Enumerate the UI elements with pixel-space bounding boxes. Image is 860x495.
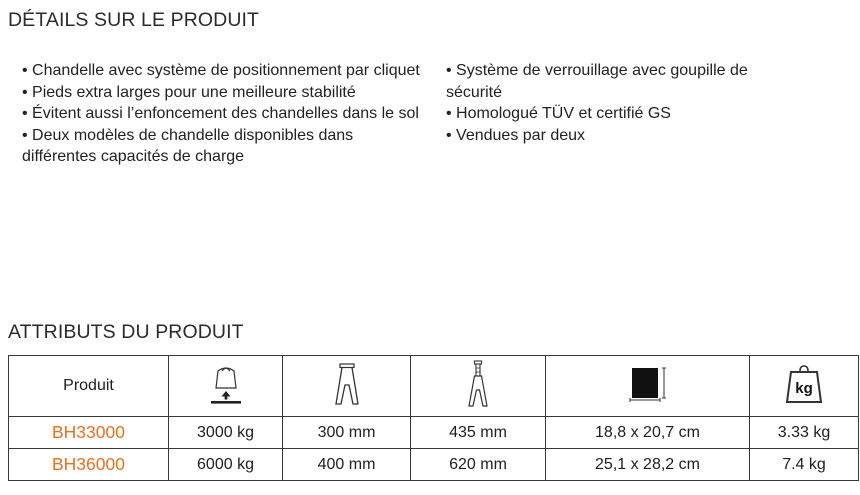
header-base-size [546, 356, 750, 417]
table-header-row [9, 356, 859, 417]
table-row [9, 449, 859, 481]
load-capacity-icon [206, 362, 246, 411]
base-size-cell: 18,8 x 20,7 cm [546, 417, 750, 449]
header-max-height [411, 356, 546, 417]
list-item: • Chandelle avec système de positionnement par cliquet [22, 60, 422, 82]
table-row [9, 417, 859, 449]
max-height-cell: 620 mm [411, 449, 546, 481]
weight-cell: 3.33 kg [750, 417, 859, 449]
list-item: • Pieds extra larges pour une meilleure stabilité [22, 82, 422, 104]
header-min-height [283, 356, 411, 417]
weight-cell: 7.4 kg [750, 449, 859, 481]
base-size-icon [623, 364, 673, 409]
header-weight [750, 356, 859, 417]
capacity-cell: 6000 kg [169, 449, 283, 481]
details-left-list [22, 60, 422, 168]
list-item: • Évitent aussi l’enfoncement des chandelles dans le sol [22, 103, 422, 125]
max-height-icon [466, 360, 490, 413]
max-height-cell: 435 mm [411, 417, 546, 449]
capacity-cell: 3000 kg [169, 417, 283, 449]
min-height-cell: 400 mm [283, 449, 411, 481]
details-heading: DÉTAILS SUR LE PRODUIT [8, 9, 260, 31]
min-height-icon [332, 361, 362, 412]
list-item: • Vendues par deux [446, 125, 796, 147]
list-item: • Système de verrouillage avec goupille de sécurité [446, 60, 796, 103]
product-ref: BH36000 [9, 449, 169, 481]
product-ref: BH33000 [9, 417, 169, 449]
list-item: • Homologué TÜV et certifié GS [446, 103, 796, 125]
attributes-table [8, 355, 859, 481]
min-height-cell: 300 mm [283, 417, 411, 449]
header-produit: Produit [9, 356, 169, 417]
list-item: • Deux modèles de chandelle disponibles dans différentes capacités de charge [22, 125, 422, 168]
weight-icon [783, 363, 825, 410]
header-capacity [169, 356, 283, 417]
details-right-list [446, 60, 796, 146]
base-size-cell: 25,1 x 28,2 cm [546, 449, 750, 481]
svg-text:kg: kg [795, 379, 813, 397]
attributes-heading: ATTRIBUTS DU PRODUIT [8, 321, 244, 343]
